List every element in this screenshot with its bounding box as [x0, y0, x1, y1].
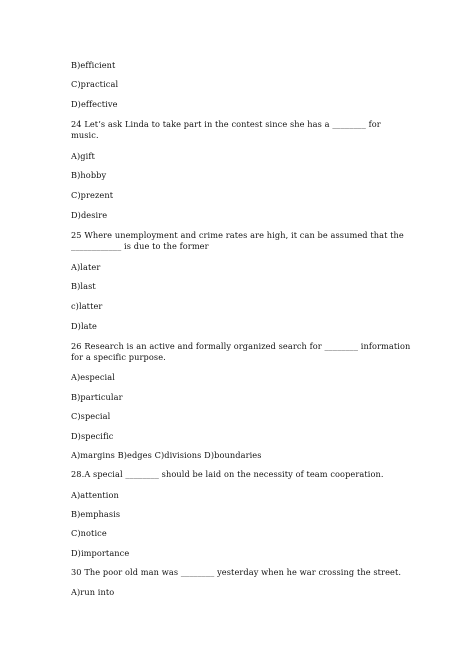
option-line: B)efficient: [71, 60, 116, 70]
option-line: A)later: [71, 262, 101, 272]
option-line: B)last: [71, 281, 96, 291]
option-line: A)run into: [71, 587, 115, 597]
option-line: B)particular: [71, 392, 123, 402]
question-text-continued: for a specific purpose.: [71, 352, 166, 362]
option-line: A)attention: [71, 490, 119, 500]
option-line: D)importance: [71, 548, 130, 558]
question-text: 24 Let’s ask Linda to take part in the contest since she has a ________ for: [71, 119, 381, 129]
option-line: D)late: [71, 321, 97, 331]
option-line: C)practical: [71, 79, 119, 89]
question-text-continued: music.: [71, 130, 99, 140]
option-line: D)desire: [71, 210, 108, 220]
option-line: C)notice: [71, 528, 107, 538]
option-line: C)special: [71, 411, 111, 421]
option-line: D)specific: [71, 431, 114, 441]
option-line: C)prezent: [71, 190, 114, 200]
option-line: A)margins B)edges C)divisions D)boundaries: [71, 450, 262, 460]
option-line: A)gift: [71, 151, 95, 161]
option-line: D)effective: [71, 99, 118, 109]
question-text: 28.A special ________ should be laid on the necessity of team cooperation.: [71, 469, 384, 479]
question-text: 26 Research is an active and formally organized search for ________ information: [71, 341, 411, 351]
option-line: B)hobby: [71, 170, 107, 180]
question-text: 25 Where unemployment and crime rates are high, it can be assumed that the: [71, 230, 404, 240]
option-line: c)latter: [71, 301, 103, 311]
option-line: B)emphasis: [71, 509, 121, 519]
question-text: 30 The poor old man was ________ yesterday when he war crossing the street.: [71, 567, 402, 577]
question-text-continued: ____________ is due to the former: [71, 241, 209, 251]
option-line: A)especial: [71, 372, 115, 382]
